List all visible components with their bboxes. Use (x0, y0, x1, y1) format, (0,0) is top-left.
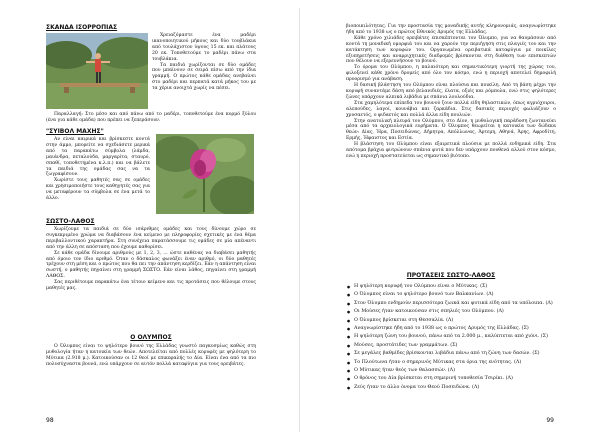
photo-flower (156, 134, 254, 214)
right-page (300, 0, 600, 440)
list-item: ● Αναγνωρίστηκε ήδη από το 1938 ως ο πρώτος Δρυμός της Ελλάδας. (Σ) (354, 325, 558, 333)
list-item: ● Η ψηλότερη κορυφή του Ολύμπου είναι ο Μύτικας. (Σ) (354, 283, 558, 291)
paragraph: Σας περιθέτουμε παρακάτω ένα τέτοιο κείμενο και τις προτάσεις που θέλουμε στους μαθητές μας. (46, 280, 256, 292)
paragraph: Χρειαζόμαστε ένα μαδέρι ικανοποιητικού μήκους και δύο τουβλάκια από τουλάχιστον ύψους 15 εκ. και πλάτους 20 εκ. Τοποθετούμε το μαδέρι πάνω στα τουβλάκια. (152, 33, 256, 62)
list-item: ● Ο θρόνος του Δία βρίσκεται στη σημερινή τοποθεσία Τσιρίκι. (Λ) (354, 375, 558, 383)
photo-balance-beam (46, 33, 148, 109)
list-item: ● Στον Όλυμπο ενδημούν περισσότερα ζωικά και φυτικά είδη από τα υπόλοιπα. (Λ) (354, 300, 558, 308)
paragraph: Αν είναι καιρικά και βρίσκεστε κοντά στην άμμο, μπορείτε να σχεδιάσετε μερικά από τα παρακάτω σύμβολα (λάμδα, μαιάνδρα, πεταλούδα, μαργαρίτα, σταυρό, σπαθί, τοποθετημένα κ.λ.π.) και να βάλετε τα παιδιά της ομάδας σας να τα ζωγραφίσουν. (46, 137, 150, 178)
page-number-right: 99 (546, 417, 554, 424)
section-heading-olympus: Ο ΟΛΥΜΠΟΣ (130, 334, 172, 341)
paragraph: Παραλλαγή: Στο μέσο και από πάνω από το μαδέρι, τοποθετούμε ένα κορμό ξύλου (ένα για κάθε ομάδα) που πρέπει να ξεπεράσουν. (46, 112, 256, 123)
paragraph: Σε κάθε ομάδα δίνουμε αριθμούς με 1, 2, 3, ... ώστε καθένας να διαβάσει μαθητής από όμοιο τον ίδιο αριθμό. Όταν ο δάσκαλος φωνάξει έναν αριθμό, οι δύο μαθητές τρέχουν στη μέση και ο πρώτος που θα πει την απάντηση κερδίζει. Εάν η απάντηση είναι σωστή, ο μαθητής πηγαίνει στη γραμμή ΣΩΣΤΟ. Εάν είναι λάθος, πηγαίνει στη γραμμή ΛΑΘΟΣ. (46, 250, 256, 280)
list-item: ● Μούσες, προστάτιδες των γραμμάτων. (Σ) (354, 342, 558, 350)
list-item: ● Ζεύς ήταν το άλλο όνομα του Θεού Ποσειδώνα. (Λ) (354, 384, 558, 392)
paragraph: βιοποικιλότητας. Για την προστασία της μοναδικής αυτής κληρονομιάς, αναγνωρίστηκε ήδη από το 1938 ως ο πρώτος Εθνικός Δρυμός της Ελλάδας. (346, 24, 556, 35)
paragraph: Κάθε χρόνο χιλιάδες ορειβάτες επισκέπτονται τον Όλυμπο, για να θαυμάσουν από κοντά τη μοναδική ομορφιά του και να χαρούν την περιήγηση στις πλαγιές του και την κατάκτηση των κορυφών του. Οργανωμένα ορειβατικά καταφύγια με ποικίλες εξυπηρετήσεις και αναρριχητικές διαδρομές βρίσκονται στη διάθεση των επισκεπτών που θέλουν να εξερευνήσουν το βουνό. (346, 35, 556, 65)
list-item: ● Ο Όλυμπος είναι το ψηλότερο βουνό των Βαλκανίων. (Λ) (354, 291, 558, 299)
paragraph: Στα χαμηλότερα επίπεδα του βουνού ζουν πολλά είδη θηλαστικών, όπως αγριόχοιροι, αλεπούδες, λαγοί, κουνάβια και ζαρκάδια. Στις δασικές περιοχές φωλιάζουν ο χρυσαετός, ο φιδαετός και πολλά άλλα είδη πουλιών. (346, 100, 556, 118)
list-item: ● Ο Μύτικας ήταν θεός των θαλασσών. (Λ) (354, 367, 558, 375)
list-item: ● Η ψηλότερη ζώνη του βουνού, πάνω από τα 2.000 μ., καλύπτεται από χιόνι. (Σ) (354, 333, 558, 341)
paragraph: Η δασική βλάστηση του Ολύμπου είναι πλούσια και ποικίλη. Από τη βάση μέχρι την κορυφή συναντάμε δάση από βελανιδιές, έλατα, οξιές και ρόμπολα, ενώ στις ψηλότερες ζώνες υπάρχουν αλπικά λιβάδια με σπάνια λουλούδια. (346, 83, 556, 100)
section-heading-statements: ΠΡΟΤΑΣΕΙΣ ΣΩΣΤΟ-ΛΑΘΟΣ (406, 272, 496, 279)
statements-list (346, 283, 558, 392)
paragraph: Χωρίζουμε τα παιδιά σε δύο ισάριθμες ομάδες και τους δίνουμε χώρο σε συγκεκριμένο χρώμα να διαβάσουν ένα κείμενο με πληροφορίες σχετικές με ένα θέμα περιβαλλοντικού χαρακτήρα. Στη συνέχεια παρατάσσουμε τις ομάδες σε μία απέναντι από την άλλη σε απόσταση που έχουμε καθορίσει. (46, 227, 256, 250)
list-item: ● Οι Μούσες ήταν κατοικούσαν στις σπηλιές του Ολύμπου. (Λ) (354, 308, 558, 316)
section-heading-symbols: "ΣΥΙΒΟΛ ΜΑΧΗΣ" (46, 128, 104, 135)
paragraph: Το όρομα του Ολύμπου, η παλαιότερη και σημαντικότερη γιορτή της χώρας του, φιλοξενεί κάθε χρόνο δρομείς από όλο τον κόσμο, ενώ η περιοχή αποτελεί δημοφιλή προορισμό για ανάβαση. (346, 65, 556, 83)
paragraph: Στην ανατολική πλευρά του Ολύμπου, στο Δίον, η μυθολογική παράδοση ζωντανεύει μέσα από τα αρχαιολογικά ευρήματα. Ο Όλυμπος θεωρείται η κατοικία των δώδεκα θεών: Δίας, Ήρα, Ποσειδώνας, Δήμητρα, Απόλλωνας, Άρτεμη, Αθηνά, Άρης, Αφροδίτη, Ερμής, Ήφαιστος και Εστία. (346, 118, 556, 142)
paragraph: Ο Όλυμπος είναι το ψηλότερο βουνό της Ελλάδας γνωστό παγκοσμίως καθώς στη μυθολογία ήταν η κατοικία των θεών. Αποτελείται από πολλές κορυφές με ψηλότερη το Μύτικα (2.918 μ.). Κατοικούσαν οι 12 θεοί με επικεφαλής το Δία. Είναι ένα από τα πιο πολυσύχναστα βουνά, ενώ υπάρχουν σε αυτόν πολλά καταφύγια για τους ορειβάτες. (46, 344, 256, 367)
section-symbols-text (46, 137, 150, 202)
olympus-continued-text (346, 24, 556, 160)
section-heading-true-false: ΣΩΣΤΟ-ΛΑΘΟΣ (46, 218, 95, 225)
list-item: ● Το Πλούτωνα ήταν ο σημερινός Μύτικας στα όρια της ενότητας. (Λ) (354, 359, 558, 367)
section-heading-skanda: ΣΚΑΝΔΑ ΙΣΟΡΡΟΠΙΑΣ (46, 24, 118, 31)
section-olympus-text (46, 344, 256, 368)
section-true-false-text (46, 227, 256, 292)
section-skanda-variation (46, 112, 256, 124)
paragraph: Τα παιδιά χωρίζονται σε δύο ομάδες που μπαίνουν σε σειρά πίσω από την ίδια γραμμή. Ο πρώτος κάθε ομάδας ανεβαίνει στο μαδέρι και περπατά κατά μήκος του με τα χέρια ανοιχτά χωρίς να πέσει. (152, 62, 256, 92)
page-number-left: 98 (46, 417, 54, 424)
list-item: ● Σε μεγάλες βαθμίδες βρίσκονται λιβάδια πάνω από τη ζώνη των δασών. (Σ) (354, 350, 558, 358)
paragraph: Χωρίστε τους μαθητές σας σε ομάδες και χρησιμοποιήστε τους καθηγητές σας για να μεταφέρουν τα σύμβολα σε ένα μετά το άλλο. (46, 178, 151, 202)
section-skanda-text (152, 33, 256, 92)
paragraph: Η βλάστηση του Ολύμπου είναι εξαιρετικά πλούσια με πολλά ενδημικά είδη. Στα απότομα βράχια φυτρώνουν σπάνια φυτά που δεν υπάρχουν πουθενά αλλού στον κόσμο, ενώ η περιοχή προστατεύεται ως σημαντικό βιότοπο. (346, 142, 556, 159)
list-item: ● Ο Όλυμπος βρίσκεται στη Θεσσαλία. (Λ) (354, 317, 558, 325)
